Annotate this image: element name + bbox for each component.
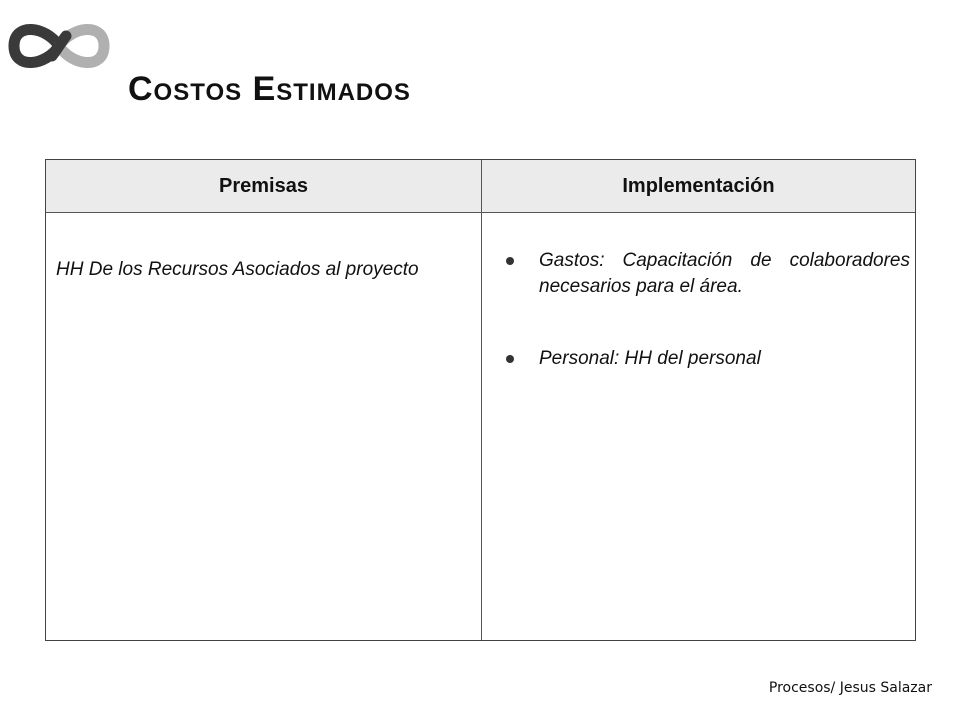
list-item-text: Personal: HH del personal <box>539 348 761 369</box>
footer-credit: Procesos/ Jesus Salazar <box>768 680 932 696</box>
slide-title: Costos Estimados <box>128 70 411 108</box>
list-item-text: Gastos: Capacitación de colaboradores necesarios para el área. <box>539 250 910 297</box>
header-implementacion: Implementación <box>622 175 775 197</box>
column-divider <box>481 160 482 640</box>
list-item <box>506 248 910 300</box>
implementacion-list <box>506 248 910 372</box>
costs-table <box>45 159 916 641</box>
bullet-icon <box>506 355 514 363</box>
premisas-text: HH De los Recursos Asociados al proyecto <box>56 259 419 280</box>
infinity-logo <box>4 14 114 78</box>
bullet-icon <box>506 257 514 265</box>
list-item <box>506 346 910 372</box>
header-premisas: Premisas <box>219 175 308 197</box>
